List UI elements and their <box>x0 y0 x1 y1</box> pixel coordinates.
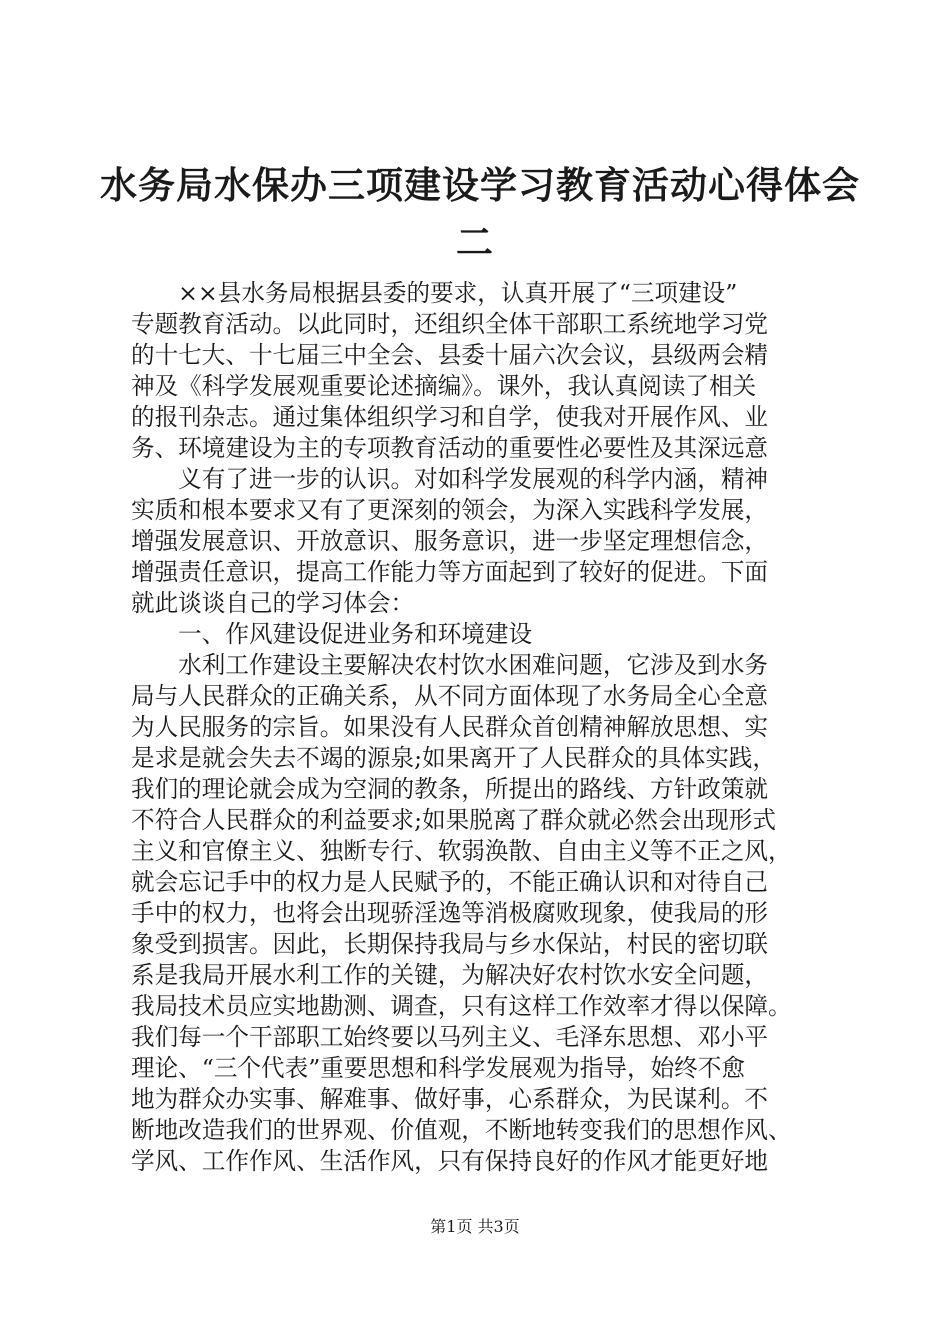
document-title-continued: 二 <box>456 220 494 264</box>
body-text-line: 增强发展意识、开放意识、服务意识，进一步坚定理想信念， <box>131 527 769 555</box>
body-text-line: 水利工作建设主要解决农村饮水困难问题，它涉及到水务 <box>131 651 769 679</box>
body-text-line: 象受到损害。因此，长期保持我局与乡水保站，村民的密切联 <box>131 930 769 958</box>
body-text-line: 一、作风建设促进业务和环境建设 <box>131 620 533 648</box>
body-text-line: 的报刊杂志。通过集体组织学习和自学，使我对开展作风、业 <box>131 403 769 431</box>
body-text-line: 为人民服务的宗旨。如果没有人民群众首创精神解放思想、实 <box>131 713 769 741</box>
body-text-line: 局与人民群众的正确关系，从不同方面体现了水务局全心全意 <box>131 682 769 710</box>
body-text-line: 系是我局开展水利工作的关键，为解决好农村饮水安全问题， <box>131 961 769 989</box>
body-text-line: 是求是就会失去不竭的源泉;如果离开了人民群众的具体实践， <box>131 744 776 772</box>
body-text-line: 务、环境建设为主的专项教育活动的重要性必要性及其深远意 <box>131 434 769 462</box>
document-title: 水务局水保办三项建设学习教育活动心得体会 <box>100 163 860 207</box>
body-text-line: 神及《科学发展观重要论述摘编》。课外，我认真阅读了相关 <box>131 372 757 400</box>
body-text-line: 手中的权力，也将会出现骄淫逸等消极腐败现象，使我局的形 <box>131 899 769 927</box>
body-text-line: 就会忘记手中的权力是人民赋予的，不能正确认识和对待自己 <box>131 868 769 896</box>
document-body <box>131 278 831 1177</box>
body-text-line: 专题教育活动。以此同时，还组织全体干部职工系统地学习党 <box>131 310 769 338</box>
body-text-line: 地为群众办实事、解难事、做好事，心系群众，为民谋利。不 <box>131 1085 769 1113</box>
body-text-line: 学风、工作作风、生活作风，只有保持良好的作风才能更好地 <box>131 1147 769 1175</box>
body-text-line: ××县水务局根据县委的要求，认真开展了“三项建设” <box>131 279 738 307</box>
body-text-line: 主义和官僚主义、独断专行、软弱涣散、自由主义等不正之风， <box>131 837 792 865</box>
body-text-line: 就此谈谈自己的学习体会： <box>131 589 415 617</box>
body-text-line: 我们每一个干部职工始终要以马列主义、毛泽东思想、邓小平 <box>131 1023 769 1051</box>
body-text-line: 我们的理论就会成为空洞的教条，所提出的路线、方针政策就 <box>131 775 769 803</box>
page-footer: 第1页 共3页 <box>430 1217 520 1236</box>
body-text-line: 不符合人民群众的利益要求;如果脱离了群众就必然会出现形式 <box>131 806 776 834</box>
body-text-line: 我局技术员应实地勘测、调查，只有这样工作效率才得以保障。 <box>131 992 792 1020</box>
body-text-line: 增强责任意识，提高工作能力等方面起到了较好的促进。下面 <box>131 558 769 586</box>
body-text-line: 断地改造我们的世界观、价值观，不断地转变我们的思想作风、 <box>131 1116 792 1144</box>
body-text-line: 实质和根本要求又有了更深刻的领会，为深入实践科学发展， <box>131 496 769 524</box>
body-text-line: 理论、“三个代表”重要思想和科学发展观为指导，始终不愈 <box>131 1054 745 1082</box>
body-text-line: 的十七大、十七届三中全会、县委十届六次会议，县级两会精 <box>131 341 769 369</box>
body-text-line: 义有了进一步的认识。对如科学发展观的科学内涵，精神 <box>131 465 769 493</box>
